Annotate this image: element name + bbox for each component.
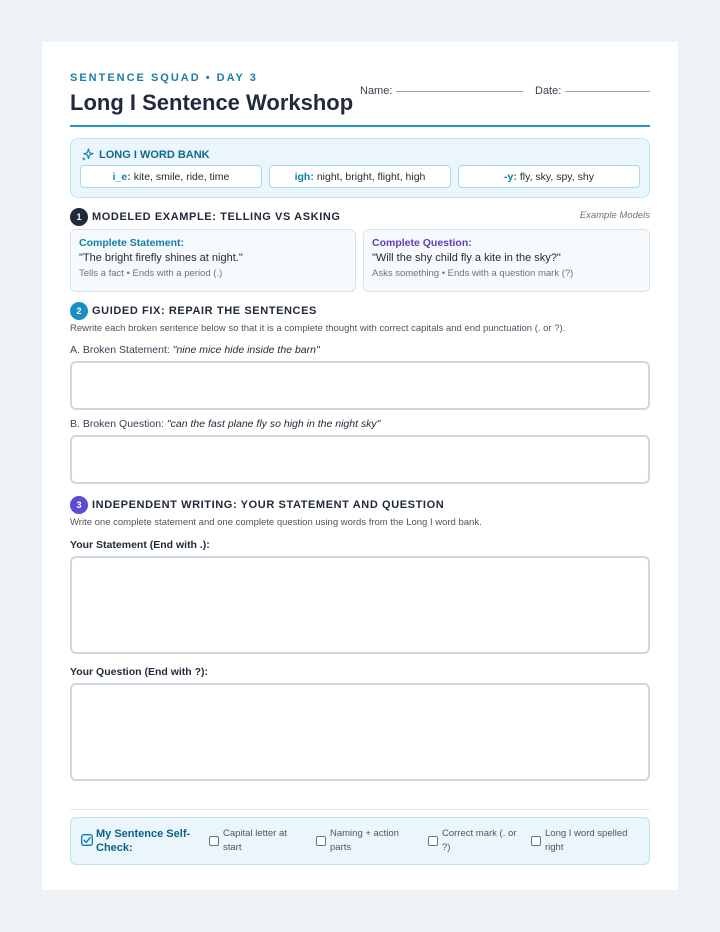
section-1-heading	[70, 208, 341, 226]
section-2-heading	[70, 302, 317, 320]
section-2-instructions: Rewrite each broken sentence below so that it is a complete thought with correct capitals and end punctuation (. or ?).	[70, 323, 566, 334]
broken-statement-text: "nine mice hide inside the barn"	[172, 344, 320, 356]
header-divider	[70, 125, 650, 127]
self-check-item-label: Capital letter at start	[223, 828, 287, 853]
self-check-heading	[81, 827, 193, 855]
name-label: Name:	[360, 85, 393, 97]
chip-pattern: i_e:	[112, 170, 131, 183]
checkbox-checked-icon	[81, 834, 93, 846]
section-number-badge: 1	[70, 208, 88, 226]
section-number-badge: 2	[70, 302, 88, 320]
word-bank-heading	[81, 148, 210, 161]
self-check-bar	[70, 817, 650, 865]
your-statement-box[interactable]	[70, 556, 650, 654]
name-line[interactable]	[396, 91, 523, 92]
model-heading: Complete Statement:	[79, 237, 185, 249]
model-note: Tells a fact • Ends with a period (.)	[79, 268, 223, 279]
checkbox[interactable]	[428, 836, 438, 846]
chip-words: fly, sky, spy, shy	[519, 170, 594, 183]
word-chip-y	[458, 165, 640, 188]
section-title: GUIDED FIX: REPAIR THE SENTENCES	[92, 305, 317, 317]
chip-words: kite, smile, ride, time	[133, 170, 230, 183]
section-title: MODELED EXAMPLE: TELLING VS ASKING	[92, 211, 341, 223]
eyebrow-label: SENTENCE SQUAD • DAY 3	[70, 72, 258, 84]
self-check-item[interactable]	[209, 827, 301, 855]
model-example: "Will the shy child fly a kite in the sky?"	[372, 252, 561, 264]
checkbox[interactable]	[209, 836, 219, 846]
word-bank	[70, 138, 650, 198]
your-statement-label: Your Statement (End with .):	[70, 539, 210, 551]
sparkle-icon	[81, 148, 94, 161]
self-check-item[interactable]	[531, 827, 643, 855]
self-check-item-label: Correct mark (. or ?)	[442, 828, 517, 853]
checkbox[interactable]	[316, 836, 326, 846]
section-3-instructions: Write one complete statement and one complete question using words from the Long I word bank.	[70, 517, 482, 528]
self-check-item[interactable]	[316, 827, 406, 855]
date-label: Date:	[535, 85, 562, 97]
name-field[interactable]	[360, 85, 523, 97]
broken-statement-label	[70, 344, 320, 356]
model-example: "The bright firefly shines at night."	[79, 252, 243, 264]
footer-divider	[70, 809, 650, 810]
self-check-item-label: Naming + action parts	[330, 828, 399, 853]
self-check-title: My Sentence Self-Check:	[96, 828, 191, 854]
model-heading: Complete Question:	[372, 237, 472, 249]
broken-question-prefix: B. Broken Question:	[70, 418, 164, 430]
broken-question-label	[70, 418, 380, 430]
your-question-box[interactable]	[70, 683, 650, 781]
chip-words: night, bright, flight, high	[316, 170, 426, 183]
date-line[interactable]	[565, 91, 650, 92]
chip-pattern: igh:	[294, 170, 314, 183]
self-check-item[interactable]	[428, 827, 518, 855]
model-statement-card	[70, 229, 356, 292]
worksheet-page	[42, 42, 678, 890]
page-title: Long I Sentence Workshop	[70, 90, 354, 115]
your-question-label: Your Question (End with ?):	[70, 666, 209, 678]
section-number-badge: 3	[70, 496, 88, 514]
broken-question-answer-box[interactable]	[70, 435, 650, 484]
word-bank-title: LONG I WORD BANK	[99, 148, 210, 161]
example-models-tag: Example Models	[579, 210, 650, 221]
model-question-card	[363, 229, 650, 292]
broken-statement-answer-box[interactable]	[70, 361, 650, 410]
broken-statement-prefix: A. Broken Statement:	[70, 344, 170, 356]
section-3-heading	[70, 496, 444, 514]
broken-question-text: "can the fast plane fly so high in the night sky"	[166, 418, 381, 430]
section-title: INDEPENDENT WRITING: YOUR STATEMENT AND QUESTION	[92, 499, 445, 511]
checkbox[interactable]	[531, 836, 541, 846]
model-note: Asks something • Ends with a question mark (?)	[372, 268, 574, 279]
date-field[interactable]	[535, 85, 650, 97]
chip-pattern: -y:	[504, 170, 517, 183]
word-chip-igh	[269, 165, 451, 188]
word-chip-i-e	[80, 165, 262, 188]
self-check-item-label: Long I word spelled right	[545, 828, 628, 853]
